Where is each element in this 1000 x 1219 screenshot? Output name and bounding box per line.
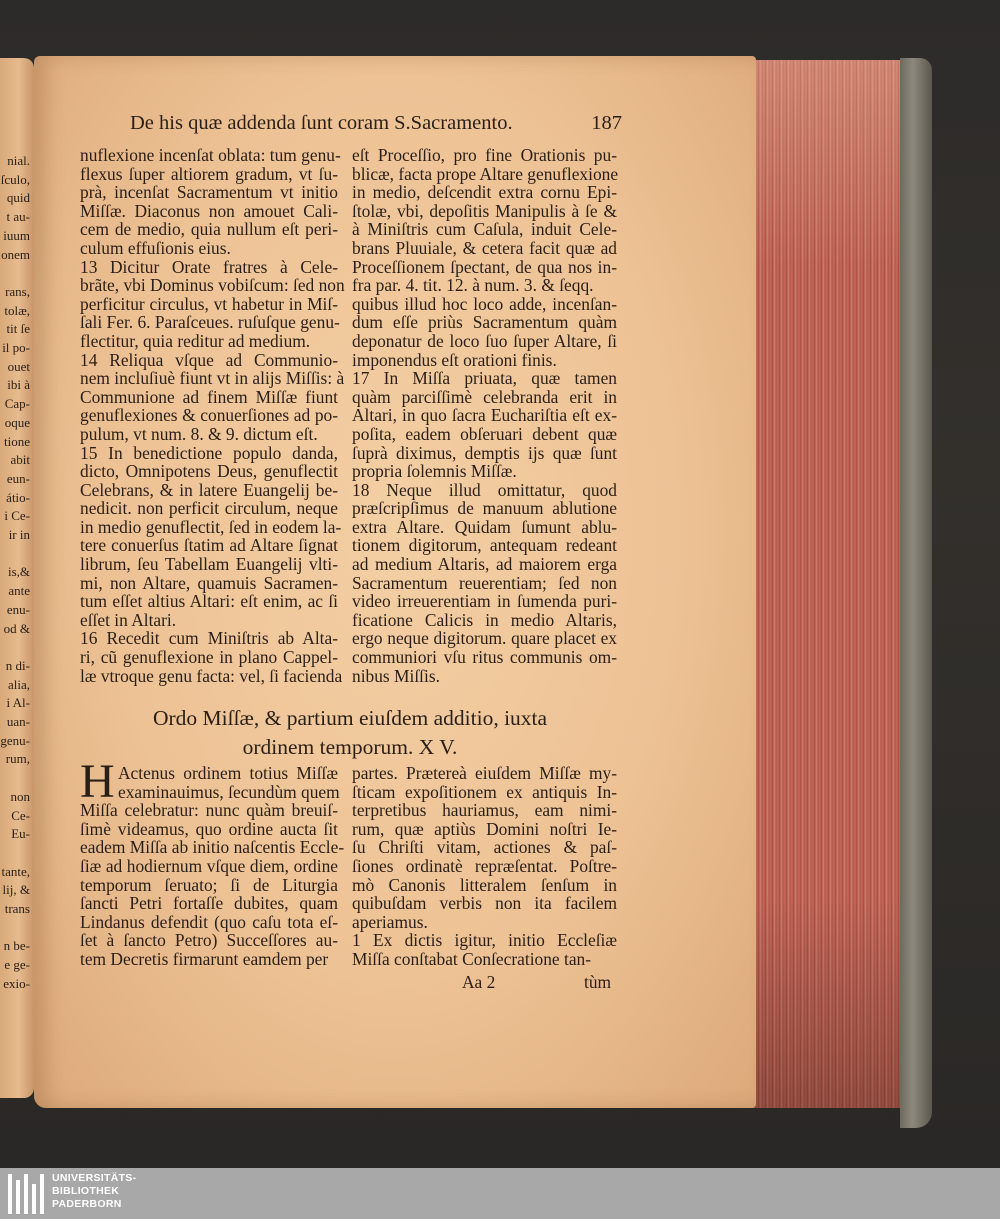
text-line: ſimè videamus, quo ordine aucta ſit [80, 818, 338, 839]
previous-page-fragment: onem [1, 246, 30, 262]
previous-page-fragment: is,& [7, 564, 30, 580]
library-name-line-1: UNIVERSITÄTS- [52, 1172, 137, 1184]
text-line: 17 In Miſſa priuata, quæ tamen [352, 368, 617, 389]
text-line: Miſſæ. Diaconus non amouet Cali- [80, 200, 338, 221]
text-line: Lindanus defendit (quo caſu tota eſ- [80, 911, 338, 932]
text-line: brãte, vbi Dominus vobiſcum: ſed non [80, 275, 345, 296]
previous-page-fragment: ante [8, 583, 30, 599]
previous-page-fragment: eun- [6, 470, 30, 486]
text-line: culum effuſionis eius. [80, 237, 231, 258]
text-column-bottom-right [352, 764, 617, 969]
text-line: læ vtroque genu facta: vel, ſi facienda [80, 665, 343, 686]
text-line: in medio genuflectit, ſed in eodem la- [80, 516, 342, 537]
text-line: examinauimus, ſecundùm quem [118, 781, 340, 802]
text-line: eadem Miſſa ab initio naſcentis Eccle- [80, 837, 345, 858]
text-column-right [352, 146, 617, 685]
text-line: dicto, Omnipotens Deus, genuflectit [80, 461, 338, 482]
text-line: brans Pluuiale, & cetera facit quæ ad [352, 237, 617, 258]
page-number: 187 [591, 112, 622, 134]
text-line: deponatur de loco ſuo ſuper Altare, ſi [352, 330, 617, 351]
text-line: nibus Miſſis. [352, 665, 440, 686]
text-column-bottom-left [80, 755, 345, 969]
text-line: partes. Prætereà eiuſdem Miſſæ my- [352, 763, 617, 783]
text-line: Actenus ordinem totius Miſſæ [118, 763, 338, 783]
previous-page-fragment: Eu- [11, 826, 30, 842]
text-line: quibuſdam verbis non ita facilem [352, 893, 617, 914]
previous-page-edge [0, 58, 34, 1098]
text-line: tum eſſet altius Altari: eſt enim, ac ſi [80, 591, 338, 612]
text-line: Miſſa celebratur: nunc quàm breuiſ- [80, 800, 338, 821]
text-line: ſancti Petri fortaſſe dubites, quam [80, 893, 338, 914]
text-line: ſet à ſancto Petro) Succeſſores au- [80, 930, 338, 951]
previous-page-fragment: il po- [2, 340, 30, 355]
text-line: à Miniſtris cum Caſula, induit Cele- [352, 219, 617, 240]
text-line: tere conuerſus ſtatim ad Altare ſignat [80, 535, 338, 556]
text-line: ſtolæ, vbi, depoſitis Manipulis à ſe & [352, 200, 617, 221]
previous-page-fragment: enu- [6, 601, 30, 617]
previous-page-fragment: iuum [3, 227, 30, 243]
previous-page-fragment: non [10, 788, 30, 804]
book-fore-edge [748, 60, 918, 1108]
previous-page-fragment: uan- [6, 714, 30, 729]
previous-page-fragment: ibi à [7, 377, 30, 393]
previous-page-fragment: exio- [3, 975, 30, 991]
drop-cap: H [80, 755, 115, 808]
text-line: Proceſſionem ſpectant, de qua nos in- [352, 256, 617, 277]
text-line: 15 In benedictione populo danda, [80, 442, 338, 463]
text-line: prà, incenſat Sacramentum vt initio [80, 182, 338, 203]
text-line: ri, cũ genuflexione in plano Cappel- [80, 647, 338, 668]
text-line: tionem digitorum, antequam redeant [352, 535, 617, 556]
text-line: Celebrans, & in latere Euangelij be- [80, 479, 338, 500]
library-logo-icon [8, 1174, 48, 1214]
previous-page-fragment: alia, [7, 676, 30, 692]
previous-page-fragment: tione [4, 433, 30, 449]
text-line: communiori vſu ritus communis om- [352, 647, 617, 668]
text-line: temporum ſeruato; ſi de Liturgia [80, 874, 338, 895]
signature-mark: Aa 2 [462, 972, 496, 992]
text-line: ficatione Calicis in medio Altaris, [352, 609, 617, 630]
text-line: eſſet in Altari. [80, 609, 177, 630]
text-line: cem de medio, quia nullum eſt peri- [80, 219, 338, 240]
text-line: aperiamus. [352, 911, 428, 932]
library-name-line-3: PADERBORN [52, 1198, 122, 1210]
previous-page-fragment: tolæ, [4, 302, 30, 318]
previous-page-fragment: Cap- [4, 396, 30, 412]
text-line: Sacramentum reuerentiam; ſed non [352, 572, 617, 593]
library-footer [0, 1168, 1000, 1219]
catchword: tùm [584, 972, 612, 992]
text-line: flexus ſuper altiorem gradum, vt ſu- [80, 163, 338, 184]
text-line: nedicit. non perficit circulum, neque [80, 498, 338, 519]
text-line: in medio, deſcendit extra cornu Epi- [352, 182, 617, 203]
text-line: ad medium Altaris, ad maiorem erga [352, 554, 617, 575]
text-line: ſali Fer. 6. Paraſceues. ruſuſque genu- [80, 312, 340, 333]
text-line: nuflexione incenſat oblata: tum genu- [80, 145, 341, 165]
text-line: ſu Chriſti vitam, actiones & paſ- [352, 837, 617, 858]
text-line: quibus illud hoc loco adde, incenſan- [352, 293, 617, 314]
text-line: nem incluſiuè fiunt vt in alijs Miſſis: à [80, 368, 345, 389]
previous-page-fragment: ir in [8, 527, 30, 542]
text-line: 14 Reliqua vſque ad Communio- [80, 349, 338, 370]
previous-page-fragment: ſculo, [0, 171, 30, 187]
text-line: ergo neque digitorum. quare placet ex [352, 628, 617, 649]
text-line: rum, quæ aptiùs Domini noſtri Ie- [352, 818, 617, 839]
text-line: poſita, eadem obſeruari debent quæ [352, 423, 617, 444]
section-title-line-2: ordinem temporum. X V. [242, 735, 458, 759]
text-line: extra Altare. Quidam ſumunt ablu- [352, 516, 617, 537]
text-line: propria ſolemnis Miſſæ. [352, 461, 517, 482]
text-line: video irreuerentiam in ſumenda puri- [352, 591, 617, 612]
text-line: librum, ſeu Tabellam Euangelij vlti- [80, 554, 338, 575]
text-line: ſticam expoſitionem ex antiquis In- [352, 781, 617, 802]
text-line: 1 Ex dictis igitur, initio Eccleſiæ [352, 930, 617, 951]
previous-page-fragment: rans, [5, 283, 30, 299]
text-column-left [80, 145, 345, 686]
previous-page-fragment: trans [4, 901, 30, 916]
previous-page-fragment: nial. [7, 153, 30, 168]
previous-page-fragment: n di- [5, 657, 30, 673]
text-line: tem Decretis firmarunt eamdem per [80, 948, 329, 969]
text-line: ſiæ ad hodiernum vſque diem, ordine [80, 855, 338, 876]
previous-page-fragment: t au- [6, 209, 30, 225]
previous-page-fragment: lij, & [2, 882, 30, 898]
text-line: perficitur circulus, vt habetur in Miſ- [80, 293, 338, 314]
previous-page-fragment: genu- [0, 732, 30, 748]
text-line: præſcripſimus de manuum ablutione [352, 498, 617, 519]
book-cover-edge [900, 58, 932, 1128]
previous-page-fragment: i Al- [6, 695, 30, 711]
text-line: blicæ, facta prope Altare genuflexione [352, 163, 619, 184]
previous-page-fragment: ouet [7, 358, 30, 374]
previous-page-fragment: oque [4, 414, 30, 430]
library-name-line-2: BIBLIOTHEK [52, 1185, 120, 1197]
text-line: Altari, in quo ſacra Euchariſtia eſt ex- [352, 405, 617, 426]
text-line: mò Canonis litteralem ſenſum in [352, 874, 617, 895]
text-line: dum eſſe priùs Sacramentum quàm [352, 312, 617, 333]
text-line: eſt Proceſſio, pro fine Orationis pu- [352, 145, 617, 165]
previous-page-fragment: Ce- [11, 807, 30, 823]
text-line: ſuprà diximus, demptis ijs quæ ſunt [352, 442, 617, 463]
text-line: genuflexiones & conuerſiones ad po- [80, 405, 338, 426]
text-line: quàm parciſſimè celebranda erit in [352, 386, 617, 407]
previous-page-fragment: abit [10, 452, 30, 468]
previous-page-fragment: n be- [3, 938, 30, 954]
text-line: imponendus eſt orationi finis. [352, 349, 557, 370]
text-line: 13 Dicitur Orate fratres à Cele- [80, 256, 338, 277]
text-line: Miſſa conſtabat Conſecratione tan- [352, 948, 592, 969]
text-line: 18 Neque illud omittatur, quod [352, 479, 617, 500]
previous-page-fragment: quid [6, 190, 30, 206]
text-line: 16 Recedit cum Miniſtris ab Alta- [80, 628, 338, 649]
text-line: Communione ad finem Miſſæ fiunt [80, 386, 338, 407]
running-title: De his quæ addenda ſunt coram S.Sacramento. [130, 112, 513, 134]
text-line: flectitur, quia reditur ad medium. [80, 330, 311, 351]
previous-page-fragment: i Ce- [4, 508, 30, 524]
section-title [80, 704, 620, 762]
running-header [130, 112, 622, 135]
text-line: ſiones ordinatè repræſentat. Poſtre- [352, 855, 617, 876]
previous-page-fragment: tante, [1, 863, 30, 879]
previous-page-fragment: átio- [6, 489, 30, 505]
library-name [52, 1172, 136, 1211]
text-line: fra par. 4. tit. 12. à num. 3. & ſeqq. [352, 275, 594, 296]
previous-page-fragment: tit ſe [6, 321, 30, 337]
text-line: pulum, vt num. 8. & 9. dictum eſt. [80, 423, 318, 444]
previous-page-fragment: e ge- [4, 957, 30, 973]
text-line: mi, non Altare, quamuis Sacramen- [80, 572, 338, 593]
section-title-line-1: Ordo Miſſæ, & partium eiuſdem additio, iuxta [152, 706, 548, 730]
previous-page-fragment: rum, [5, 751, 30, 767]
previous-page-fragment: od & [3, 620, 30, 636]
text-line: terpretibus hauriamus, eam nimi- [352, 800, 617, 821]
